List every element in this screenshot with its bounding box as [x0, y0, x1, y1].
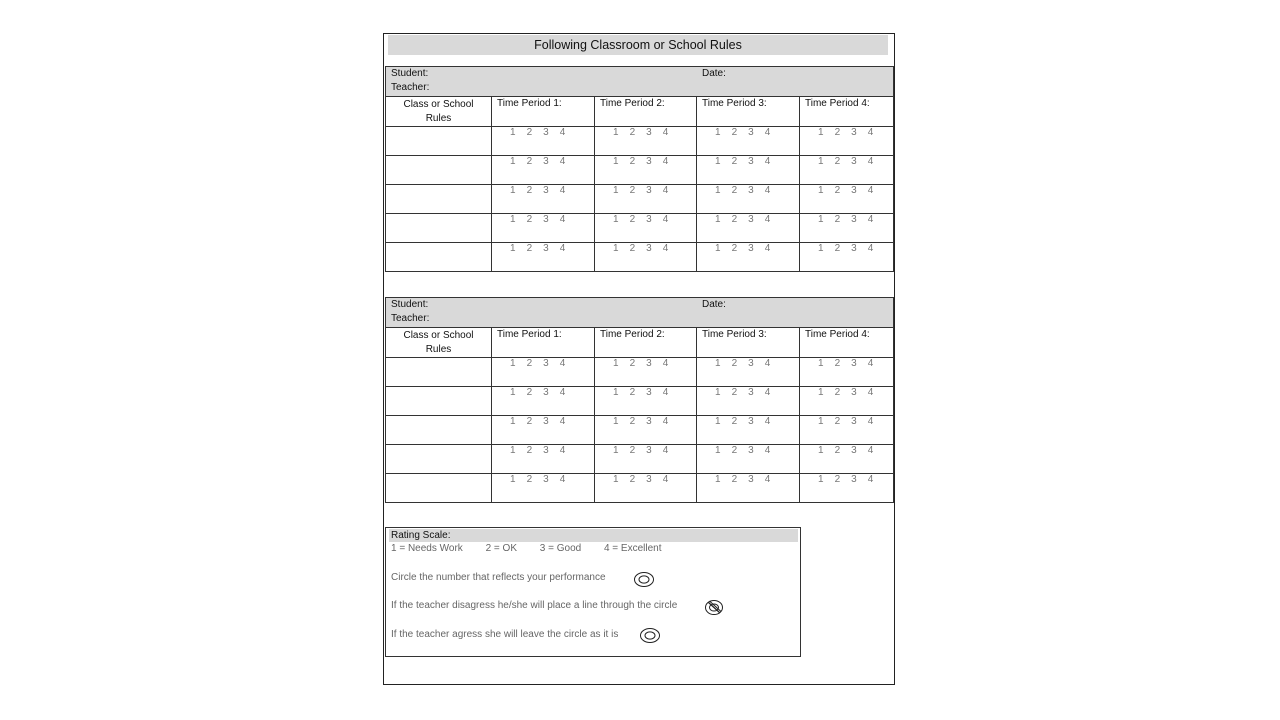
circle-icon	[633, 571, 655, 588]
rating-number-2[interactable]: 2	[834, 358, 841, 369]
rating-number-2[interactable]: 2	[834, 387, 841, 398]
rating-number-1[interactable]: 1	[818, 445, 824, 456]
rating-scale-box	[385, 527, 801, 657]
rating-number-3[interactable]: 3	[851, 156, 857, 167]
rating-number-1[interactable]: 1	[613, 445, 619, 456]
rating-number-4[interactable]: 4	[764, 214, 771, 225]
rating-number-4[interactable]: 4	[867, 214, 874, 225]
rating-number-1[interactable]: 1	[818, 127, 824, 138]
rating-number-4[interactable]: 4	[559, 358, 566, 369]
rating-cell[interactable]	[492, 156, 595, 185]
rating-number-1[interactable]: 1	[818, 214, 824, 225]
rating-number-3[interactable]: 3	[543, 474, 549, 485]
rating-number-3[interactable]: 3	[646, 387, 652, 398]
rating-cell[interactable]	[697, 474, 800, 503]
time-period-header-4: Time Period 4:	[800, 328, 894, 358]
rating-number-3[interactable]: 3	[748, 127, 754, 138]
rules-header-line1: Class or School	[403, 330, 474, 341]
rating-number-1[interactable]: 1	[613, 358, 619, 369]
rating-number-2[interactable]: 2	[629, 185, 636, 196]
rating-number-4[interactable]: 4	[764, 416, 771, 427]
rule-entry-cell[interactable]	[386, 185, 492, 214]
rating-number-4[interactable]: 4	[559, 185, 566, 196]
rule-entry-cell[interactable]	[386, 156, 492, 185]
crossed-circle-icon	[704, 599, 724, 616]
rules-header-line1: Class or School	[403, 99, 474, 110]
student-label: Student:	[391, 299, 429, 310]
rating-number-1[interactable]: 1	[715, 156, 721, 167]
rating-number-3[interactable]: 3	[748, 416, 754, 427]
rating-number-4[interactable]: 4	[559, 243, 566, 254]
scale-ok: 2 = OK	[485, 543, 517, 554]
rule-entry-cell[interactable]	[386, 358, 492, 387]
rating-cell[interactable]	[697, 387, 800, 416]
rating-cell[interactable]	[595, 185, 697, 214]
rating-number-3[interactable]: 3	[851, 416, 857, 427]
rating-number-3[interactable]: 3	[543, 214, 549, 225]
rating-number-4[interactable]: 4	[867, 387, 874, 398]
rating-number-1[interactable]: 1	[613, 214, 619, 225]
rating-number-4[interactable]: 4	[662, 156, 669, 167]
time-period-header-2: Time Period 2:	[595, 328, 697, 358]
rating-cell[interactable]	[595, 214, 697, 243]
rating-cell[interactable]	[595, 156, 697, 185]
rating-number-2[interactable]: 2	[834, 185, 841, 196]
rating-number-2[interactable]: 2	[629, 243, 636, 254]
rating-number-1[interactable]: 1	[613, 243, 619, 254]
rating-number-3[interactable]: 3	[646, 185, 652, 196]
rating-cell[interactable]	[492, 243, 595, 272]
table-row	[386, 416, 894, 445]
rating-number-4[interactable]: 4	[867, 358, 874, 369]
rating-number-2[interactable]: 2	[629, 445, 636, 456]
rating-number-2[interactable]: 2	[629, 156, 636, 167]
rating-number-2[interactable]: 2	[526, 127, 533, 138]
rating-cell[interactable]	[697, 358, 800, 387]
rating-number-3[interactable]: 3	[748, 243, 754, 254]
rating-number-2[interactable]: 2	[834, 127, 841, 138]
rating-table	[385, 66, 894, 272]
rating-number-3[interactable]: 3	[748, 214, 754, 225]
rating-cell[interactable]	[800, 156, 894, 185]
rating-number-1[interactable]: 1	[818, 156, 824, 167]
rating-number-1[interactable]: 1	[613, 156, 619, 167]
rating-number-4[interactable]: 4	[662, 358, 669, 369]
table-row	[386, 214, 894, 243]
rule-entry-cell[interactable]	[386, 445, 492, 474]
rating-number-4[interactable]: 4	[662, 214, 669, 225]
rating-number-1[interactable]: 1	[818, 416, 824, 427]
rating-number-1[interactable]: 1	[715, 214, 721, 225]
rating-cell[interactable]	[697, 185, 800, 214]
rating-cell[interactable]	[697, 214, 800, 243]
rating-cell[interactable]	[595, 474, 697, 503]
rating-number-2[interactable]: 2	[834, 474, 841, 485]
rating-cell[interactable]	[492, 445, 595, 474]
rating-cell[interactable]	[492, 358, 595, 387]
rating-number-3[interactable]: 3	[748, 358, 754, 369]
page-title: Following Classroom or School Rules	[388, 35, 888, 55]
rating-number-3[interactable]: 3	[646, 243, 652, 254]
rules-column-header	[386, 328, 492, 358]
rating-number-3[interactable]: 3	[851, 387, 857, 398]
rating-number-1[interactable]: 1	[510, 474, 516, 485]
rating-cell[interactable]	[800, 127, 894, 156]
rating-number-2[interactable]: 2	[526, 387, 533, 398]
rating-number-2[interactable]: 2	[526, 416, 533, 427]
rating-number-4[interactable]: 4	[559, 474, 566, 485]
rating-number-3[interactable]: 3	[748, 387, 754, 398]
rating-cell[interactable]	[492, 185, 595, 214]
rating-number-4[interactable]: 4	[867, 127, 874, 138]
rating-number-4[interactable]: 4	[764, 445, 771, 456]
rating-number-4[interactable]: 4	[662, 243, 669, 254]
time-period-header-1: Time Period 1:	[492, 97, 595, 127]
rating-number-2[interactable]: 2	[834, 416, 841, 427]
rating-number-3[interactable]: 3	[851, 185, 857, 196]
rating-scale-legend	[391, 543, 682, 554]
rating-number-3[interactable]: 3	[646, 214, 652, 225]
scale-good: 3 = Good	[539, 543, 582, 554]
rating-number-4[interactable]: 4	[867, 185, 874, 196]
rating-number-1[interactable]: 1	[715, 358, 721, 369]
rating-number-1[interactable]: 1	[715, 387, 721, 398]
rating-cell[interactable]	[800, 445, 894, 474]
rating-number-2[interactable]: 2	[731, 387, 738, 398]
rating-number-1[interactable]: 1	[613, 387, 619, 398]
rule-entry-cell[interactable]	[386, 416, 492, 445]
rating-number-3[interactable]: 3	[543, 156, 549, 167]
time-period-header-1: Time Period 1:	[492, 328, 595, 358]
rule-entry-cell[interactable]	[386, 214, 492, 243]
rating-number-2[interactable]: 2	[834, 156, 841, 167]
rating-number-2[interactable]: 2	[731, 445, 738, 456]
rating-number-4[interactable]: 4	[662, 445, 669, 456]
rating-number-4[interactable]: 4	[662, 127, 669, 138]
rating-number-4[interactable]: 4	[559, 387, 566, 398]
rating-number-2[interactable]: 2	[834, 214, 841, 225]
rating-number-2[interactable]: 2	[731, 156, 738, 167]
rating-number-1[interactable]: 1	[510, 243, 516, 254]
rating-number-2[interactable]: 2	[731, 358, 738, 369]
time-period-header-4: Time Period 4:	[800, 97, 894, 127]
rating-number-4[interactable]: 4	[559, 156, 566, 167]
rating-number-3[interactable]: 3	[646, 416, 652, 427]
scale-excellent: 4 = Excellent	[603, 543, 662, 554]
rating-cell[interactable]	[595, 127, 697, 156]
date-label: Date:	[702, 68, 726, 79]
teacher-label: Teacher:	[391, 82, 430, 93]
rating-number-4[interactable]: 4	[764, 474, 771, 485]
rating-number-1[interactable]: 1	[818, 185, 824, 196]
rating-number-3[interactable]: 3	[543, 185, 549, 196]
rating-number-3[interactable]: 3	[851, 445, 857, 456]
rating-cell[interactable]	[800, 416, 894, 445]
rating-number-2[interactable]: 2	[731, 243, 738, 254]
rating-number-1[interactable]: 1	[715, 243, 721, 254]
rating-number-1[interactable]: 1	[510, 156, 516, 167]
rating-number-1[interactable]: 1	[613, 185, 619, 196]
rating-number-4[interactable]: 4	[867, 474, 874, 485]
worksheet-page	[383, 33, 895, 685]
rating-number-1[interactable]: 1	[510, 214, 516, 225]
rating-cell[interactable]	[595, 358, 697, 387]
rating-number-1[interactable]: 1	[510, 185, 516, 196]
rating-number-2[interactable]: 2	[731, 416, 738, 427]
scale-needs-work: 1 = Needs Work	[391, 543, 463, 554]
rating-number-2[interactable]: 2	[629, 214, 636, 225]
table-row	[386, 156, 894, 185]
rating-number-2[interactable]: 2	[629, 474, 636, 485]
time-period-header-3: Time Period 3:	[697, 97, 800, 127]
rating-number-4[interactable]: 4	[764, 156, 771, 167]
rating-cell[interactable]	[492, 214, 595, 243]
rating-block-1	[385, 66, 893, 272]
rating-number-1[interactable]: 1	[715, 185, 721, 196]
rating-number-2[interactable]: 2	[526, 358, 533, 369]
rating-number-4[interactable]: 4	[764, 127, 771, 138]
time-period-header-3: Time Period 3:	[697, 328, 800, 358]
rating-number-4[interactable]: 4	[559, 416, 566, 427]
rating-number-1[interactable]: 1	[818, 387, 824, 398]
rating-cell[interactable]	[800, 185, 894, 214]
rating-number-3[interactable]: 3	[543, 243, 549, 254]
rating-number-2[interactable]: 2	[731, 127, 738, 138]
rating-number-1[interactable]: 1	[613, 474, 619, 485]
rule-entry-cell[interactable]	[386, 243, 492, 272]
rating-number-3[interactable]: 3	[543, 127, 549, 138]
rating-number-1[interactable]: 1	[613, 127, 619, 138]
rating-cell[interactable]	[800, 214, 894, 243]
rating-number-4[interactable]: 4	[662, 474, 669, 485]
rating-number-3[interactable]: 3	[646, 127, 652, 138]
rating-number-2[interactable]: 2	[526, 214, 533, 225]
student-teacher-header	[386, 67, 894, 97]
rating-number-1[interactable]: 1	[613, 416, 619, 427]
rating-number-2[interactable]: 2	[629, 127, 636, 138]
rating-number-1[interactable]: 1	[715, 445, 721, 456]
rating-number-3[interactable]: 3	[543, 416, 549, 427]
rating-number-1[interactable]: 1	[818, 474, 824, 485]
rating-number-3[interactable]: 3	[748, 156, 754, 167]
instruction-circle: Circle the number that reflects your performance	[391, 572, 606, 583]
rating-number-3[interactable]: 3	[543, 387, 549, 398]
rating-number-1[interactable]: 1	[818, 358, 824, 369]
rating-number-4[interactable]: 4	[764, 243, 771, 254]
rating-cell[interactable]	[800, 387, 894, 416]
student-teacher-header	[386, 298, 894, 328]
rating-number-1[interactable]: 1	[715, 474, 721, 485]
rating-cell[interactable]	[595, 387, 697, 416]
rating-number-4[interactable]: 4	[867, 416, 874, 427]
rating-number-4[interactable]: 4	[867, 156, 874, 167]
rating-number-2[interactable]: 2	[834, 243, 841, 254]
rating-number-3[interactable]: 3	[646, 156, 652, 167]
rating-number-3[interactable]: 3	[543, 445, 549, 456]
rating-number-2[interactable]: 2	[526, 474, 533, 485]
rating-number-4[interactable]: 4	[764, 387, 771, 398]
rating-cell[interactable]	[697, 416, 800, 445]
rating-number-4[interactable]: 4	[764, 358, 771, 369]
rating-cell[interactable]	[800, 243, 894, 272]
rule-entry-cell[interactable]	[386, 474, 492, 503]
rating-cell[interactable]	[595, 416, 697, 445]
instruction-disagree: If the teacher disagress he/she will place a line through the circle	[391, 600, 678, 611]
rating-number-3[interactable]: 3	[748, 474, 754, 485]
rating-number-1[interactable]: 1	[510, 358, 516, 369]
table-row	[386, 127, 894, 156]
rating-table	[385, 297, 894, 503]
teacher-label: Teacher:	[391, 313, 430, 324]
rating-cell[interactable]	[697, 156, 800, 185]
rules-header-line2: Rules	[425, 113, 452, 124]
table-row	[386, 387, 894, 416]
rating-number-2[interactable]: 2	[629, 387, 636, 398]
rating-number-1[interactable]: 1	[715, 127, 721, 138]
rating-block-2	[385, 297, 893, 503]
rating-number-4[interactable]: 4	[559, 214, 566, 225]
rating-number-3[interactable]: 3	[748, 185, 754, 196]
rating-number-4[interactable]: 4	[662, 387, 669, 398]
rating-number-4[interactable]: 4	[559, 127, 566, 138]
rating-number-3[interactable]: 3	[748, 445, 754, 456]
table-row	[386, 185, 894, 214]
rating-number-1[interactable]: 1	[510, 127, 516, 138]
rating-number-4[interactable]: 4	[867, 445, 874, 456]
rating-number-2[interactable]: 2	[629, 416, 636, 427]
rating-cell[interactable]	[492, 387, 595, 416]
rating-number-2[interactable]: 2	[526, 243, 533, 254]
time-period-header-2: Time Period 2:	[595, 97, 697, 127]
rating-cell[interactable]	[492, 416, 595, 445]
rule-entry-cell[interactable]	[386, 387, 492, 416]
table-row	[386, 445, 894, 474]
rating-cell[interactable]	[595, 243, 697, 272]
rating-number-3[interactable]: 3	[646, 358, 652, 369]
rating-number-4[interactable]: 4	[559, 445, 566, 456]
rating-number-3[interactable]: 3	[851, 127, 857, 138]
rating-number-2[interactable]: 2	[731, 214, 738, 225]
rating-scale-heading: Rating Scale:	[389, 529, 798, 542]
rating-number-1[interactable]: 1	[715, 416, 721, 427]
rating-number-2[interactable]: 2	[731, 474, 738, 485]
table-row	[386, 243, 894, 272]
rating-number-3[interactable]: 3	[851, 358, 857, 369]
rating-number-1[interactable]: 1	[510, 416, 516, 427]
rating-number-2[interactable]: 2	[526, 445, 533, 456]
rules-header-line2: Rules	[425, 344, 452, 355]
rating-number-1[interactable]: 1	[510, 387, 516, 398]
rating-cell[interactable]	[697, 127, 800, 156]
rating-number-3[interactable]: 3	[851, 243, 857, 254]
rating-number-4[interactable]: 4	[867, 243, 874, 254]
date-label: Date:	[702, 299, 726, 310]
rating-number-3[interactable]: 3	[646, 445, 652, 456]
rating-cell[interactable]	[492, 474, 595, 503]
table-row	[386, 358, 894, 387]
rating-number-1[interactable]: 1	[510, 445, 516, 456]
rating-number-2[interactable]: 2	[629, 358, 636, 369]
rating-cell[interactable]	[492, 127, 595, 156]
rating-number-2[interactable]: 2	[526, 156, 533, 167]
rating-cell[interactable]	[697, 445, 800, 474]
rating-number-3[interactable]: 3	[851, 214, 857, 225]
circle-icon	[639, 627, 661, 644]
rating-number-4[interactable]: 4	[764, 185, 771, 196]
table-row	[386, 474, 894, 503]
rating-number-1[interactable]: 1	[818, 243, 824, 254]
rules-column-header	[386, 97, 492, 127]
rating-number-2[interactable]: 2	[834, 445, 841, 456]
rule-entry-cell[interactable]	[386, 127, 492, 156]
rating-number-3[interactable]: 3	[543, 358, 549, 369]
rating-cell[interactable]	[595, 445, 697, 474]
instruction-agree: If the teacher agress she will leave the circle as it is	[391, 629, 619, 640]
rating-number-2[interactable]: 2	[526, 185, 533, 196]
student-label: Student:	[391, 68, 429, 79]
rating-cell[interactable]	[697, 243, 800, 272]
rating-cell[interactable]	[800, 474, 894, 503]
rating-number-3[interactable]: 3	[646, 474, 652, 485]
rating-number-2[interactable]: 2	[731, 185, 738, 196]
rating-number-3[interactable]: 3	[851, 474, 857, 485]
rating-number-4[interactable]: 4	[662, 185, 669, 196]
rating-number-4[interactable]: 4	[662, 416, 669, 427]
rating-cell[interactable]	[800, 358, 894, 387]
